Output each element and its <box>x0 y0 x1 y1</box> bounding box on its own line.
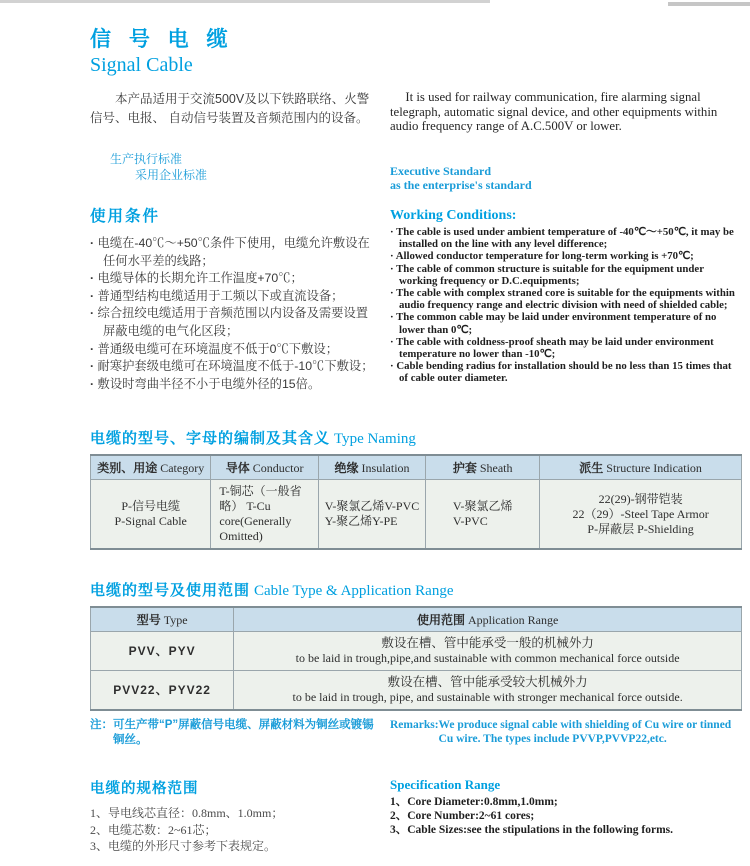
condition-item-en: · The cable with complex straned core is suitable for the equipments within audio frequency range and electric division with need of shielded cable; <box>390 287 742 311</box>
spec-item-cn: 2、电缆芯数：2~61芯； <box>90 822 217 837</box>
cell-conductor <box>211 480 318 550</box>
col-header-conductor-cn: 导体 <box>225 461 250 475</box>
type-naming-heading-english: Type Naming <box>334 431 416 447</box>
condition-item-en: · The cable with coldness-proof sheath may be laid under environment temperature no lower than -10℃; <box>390 336 742 360</box>
standard-line2-chinese: 采用企业标准 <box>135 168 208 182</box>
condition-item-cn: · 综合扭绞电缆适用于音频范围以内设备及需要设置屏蔽电缆的电气化区段； <box>90 305 379 340</box>
note-english-text: We produce signal cable with shielding of Cu wire or tinned Cu wire. The types include PVVP,PVVP22,etc. <box>438 719 732 745</box>
type-naming-table <box>90 454 742 550</box>
working-conditions-title-english: Working Conditions: <box>390 208 517 223</box>
intro-paragraph-chinese: 本产品适用于交流500V及以下铁路联络、火警信号、电报、 自动信号装置及音频范围内的设备。 <box>90 92 370 125</box>
col-header-application-range-cn: 使用范围 <box>416 613 465 627</box>
condition-item-en: · Cable bending radius for installation should be no less than 15 times that of cable outer diameter. <box>390 360 742 384</box>
cell-sheath-line1: V-聚氯乙烯 <box>452 499 513 513</box>
application-range-heading <box>90 579 742 600</box>
working-conditions-list-chinese <box>90 235 379 393</box>
col-header-insulation-cn: 绝缘 <box>334 461 359 475</box>
page-header <box>90 26 742 77</box>
application-range-table <box>90 606 742 711</box>
cell-structure-line1: 22(29)-钢带铠装 <box>598 491 683 506</box>
working-conditions-list-english <box>390 226 742 385</box>
col-header-sheath-en: Sheath <box>479 461 513 475</box>
note-english-label: Remarks: <box>390 719 439 731</box>
col-header-insulation-en: Insulation <box>361 461 410 475</box>
col-header-category-en: Category <box>160 461 205 475</box>
application-range-heading-chinese: 电缆的型号及使用范围 <box>90 582 251 599</box>
condition-item-cn: · 电缆在-40℃～+50℃条件下使用，电缆允许敷设在任何水平差的线路； <box>90 235 379 270</box>
condition-item-cn: · 敷设时弯曲半径不小于电缆外径的15倍。 <box>90 376 379 394</box>
cell-use-pvv22-en: to be laid in trough, pipe, and sustainable with stronger mechanical force outside. <box>292 690 683 704</box>
cell-type-pvv: PVV、PYV <box>91 632 234 671</box>
notes-section <box>90 718 742 750</box>
page-top-rule-right <box>668 2 750 6</box>
cell-insulation-line2: Y-聚乙烯Y-PE <box>324 514 398 528</box>
application-range-heading-english: Cable Type & Application Range <box>254 583 454 599</box>
application-range-header-row <box>91 607 742 632</box>
cell-use-pvv-cn: 敷设在槽、管中能承受一般的机械外力 <box>381 636 594 650</box>
cell-sheath <box>426 480 540 550</box>
application-range-row <box>91 632 742 671</box>
condition-item-cn: · 普通级电缆可在环境温度不低于0℃下敷设； <box>90 341 379 359</box>
application-range-row <box>91 671 742 711</box>
type-naming-heading-chinese: 电缆的型号、字母的编制及其含义 <box>90 430 331 447</box>
cell-conductor-text: T-铜芯（一般省略） T-Cu core(Generally Omitted) <box>219 484 302 543</box>
note-english <box>390 718 742 746</box>
page-content <box>90 26 742 855</box>
condition-item-en: · The cable is used under ambient temperature of -40℃～+50℃, it may be installed on the line with any level difference; <box>390 226 742 250</box>
cell-structure-line2: 22（29）-Steel Tape Armor <box>572 506 709 521</box>
col-header-insulation <box>318 455 425 480</box>
cell-sheath-line2: V-PVC <box>452 514 488 528</box>
condition-item-en: · The common cable may be laid under environment temperature of no lower than 0℃; <box>390 311 742 335</box>
specification-section <box>90 777 742 855</box>
standard-line1-english: Executive Standard <box>390 164 492 178</box>
col-header-sheath <box>426 455 540 480</box>
condition-item-en: · Allowed conductor temperature for long-term working is +70℃; <box>390 250 742 262</box>
cell-use-pvv <box>234 632 742 671</box>
cell-use-pvv22 <box>234 671 742 711</box>
type-naming-table-header-row <box>91 455 742 480</box>
specification-list-english <box>390 795 742 837</box>
col-header-type-en: Type <box>163 613 188 627</box>
condition-item-en: · The cable of common structure is suitable for the equipment under working frequency or D.C.equipments; <box>390 263 742 287</box>
page-title-english: Signal Cable <box>90 54 193 76</box>
cell-category <box>91 480 211 550</box>
standards-section <box>90 151 742 193</box>
cell-insulation <box>318 480 425 550</box>
specification-list-chinese <box>90 805 379 855</box>
col-header-type <box>91 607 234 632</box>
specification-title-chinese: 电缆的规格范围 <box>90 781 199 797</box>
spec-item-cn: 3、电缆的外形尺寸参考下表规定。 <box>90 839 277 853</box>
col-header-type-cn: 型号 <box>136 613 161 627</box>
cell-type-pvv22: PVV22、PYV22 <box>91 671 234 711</box>
spec-item-en: 3、Cable Sizes:see the stipulations in the following forms. <box>390 824 674 836</box>
col-header-structure-cn: 派生 <box>579 461 604 475</box>
col-header-structure <box>540 455 742 480</box>
spec-item-cn: 1、导电线芯直径：0.8mm、1.0mm； <box>90 806 284 820</box>
condition-item-cn: · 普通型结构电缆适用于工频以下或直流设备； <box>90 288 379 306</box>
col-header-structure-en: Structure Indication <box>606 461 702 475</box>
type-naming-table-body-row <box>91 480 742 550</box>
cell-use-pvv22-cn: 敷设在槽、管中能承受较大机械外力 <box>387 675 588 689</box>
col-header-category <box>91 455 211 480</box>
intro-section <box>90 90 742 148</box>
col-header-category-cn: 类别、用途 <box>97 461 158 475</box>
cell-category-line2: P-Signal Cable <box>114 514 187 528</box>
intro-paragraph-english: It is used for railway communication, fire alarming signal telegraph, automatic signal device, and other equipments within audio frequency range of A.C.500V or lower. <box>390 90 718 133</box>
spec-item-en: 2、Core Number:2~61 cores; <box>390 810 535 822</box>
condition-item-cn: · 耐寒护套级电缆可在环境温度不低于-10℃下敷设； <box>90 358 379 376</box>
col-header-application-range-en: Application Range <box>467 613 559 627</box>
note-chinese-text: 可生产带“P”屏蔽信号电缆、屏蔽材料为铜丝或镀锡铜丝。 <box>113 719 374 746</box>
note-chinese-label: 注： <box>90 719 113 731</box>
condition-item-cn: · 电缆导体的长期允许工作温度+70℃； <box>90 270 379 288</box>
page-top-rule-left <box>0 0 490 3</box>
standard-line2-english: as the enterprise's standard <box>390 178 532 192</box>
col-header-conductor <box>211 455 318 480</box>
specification-title-english: Specification Range <box>390 777 501 792</box>
cell-structure <box>540 480 742 550</box>
standard-line1-chinese: 生产执行标准 <box>110 152 183 166</box>
working-conditions-title-chinese: 使用条件 <box>90 208 161 225</box>
page-title-chinese: 信 号 电 缆 <box>90 28 234 51</box>
cell-use-pvv-en: to be laid in trough,pipe,and sustainable with common mechanical force outside <box>295 651 680 665</box>
spec-item-en: 1、Core Diameter:0.8mm,1.0mm; <box>390 796 558 808</box>
working-conditions-section <box>90 207 742 409</box>
cell-category-line1: P-信号电缆 <box>121 499 181 513</box>
type-naming-heading <box>90 427 742 448</box>
col-header-conductor-en: Conductor <box>252 461 304 475</box>
note-chinese <box>90 718 379 748</box>
col-header-sheath-cn: 护套 <box>452 461 477 475</box>
cell-structure-line3: P-屏蔽层 P-Shielding <box>587 521 694 536</box>
cell-insulation-line1: V-聚氯乙烯V-PVC <box>324 499 420 513</box>
col-header-application-range <box>234 607 742 632</box>
